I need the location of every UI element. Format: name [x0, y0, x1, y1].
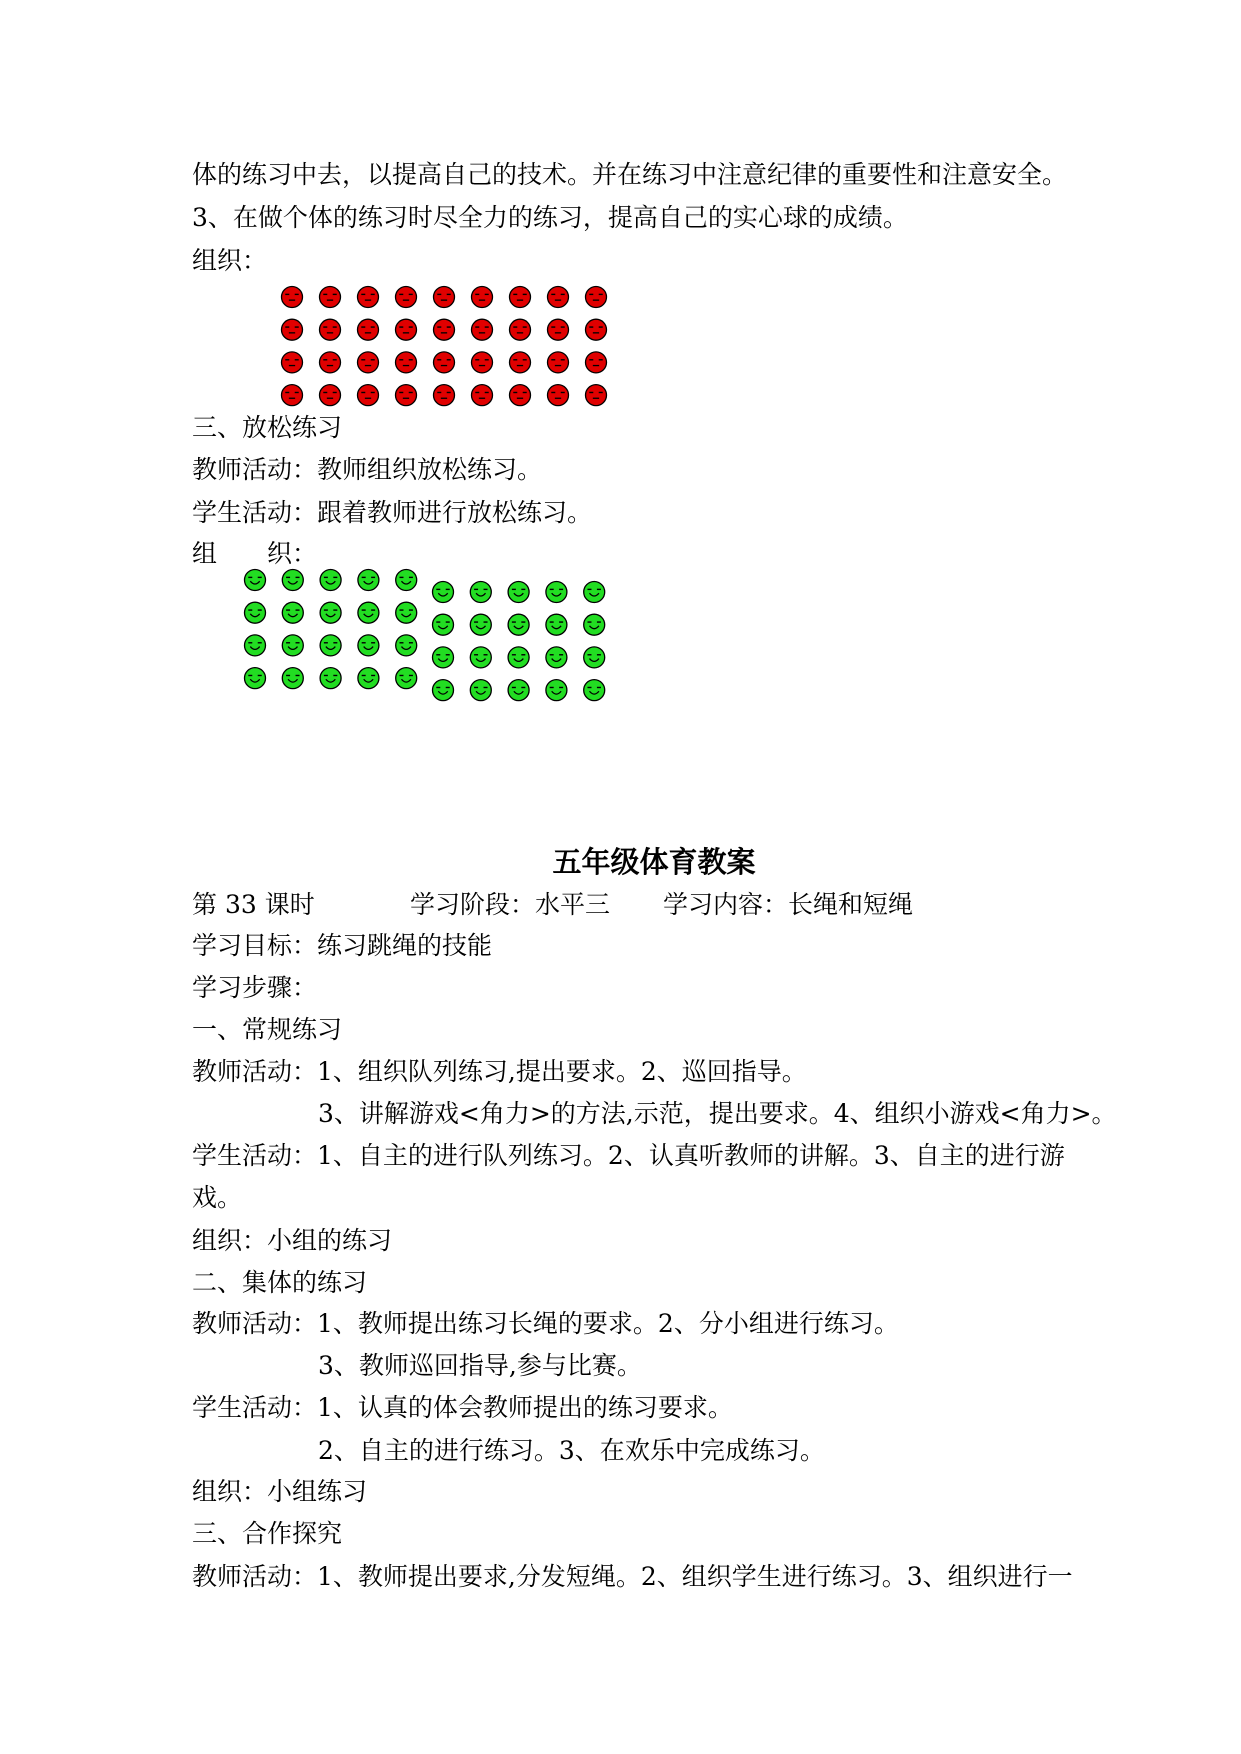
lesson-goal: 学习目标：练习跳绳的技能	[192, 931, 493, 960]
student-activity: 戏。	[192, 1183, 243, 1212]
student-marker	[508, 614, 529, 635]
teacher-activity: 3、讲解游戏<角力>的方法,示范，提出要求。4、组织小游戏<角力>。	[318, 1099, 1117, 1128]
student-marker	[282, 635, 303, 656]
green-formation-diagram	[0, 0, 1241, 720]
student-marker	[433, 647, 454, 668]
student-marker	[584, 582, 605, 603]
student-marker	[396, 668, 417, 689]
student-activity: 学生活动：1、自主的进行队列练习。2、认真听教师的讲解。3、自主的进行游	[192, 1141, 1065, 1170]
student-marker	[470, 647, 491, 668]
student-marker	[508, 647, 529, 668]
section-heading: 二、集体的练习	[192, 1268, 368, 1297]
teacher-activity: 教师活动：1、教师提出练习长绳的要求。2、分小组进行练习。	[192, 1309, 899, 1338]
student-marker	[320, 570, 341, 591]
student-marker	[358, 635, 379, 656]
lesson-stage: 学习阶段：水平三	[410, 890, 611, 919]
organization-label: 组织：	[192, 246, 268, 275]
steps-label: 学习步骤：	[192, 973, 318, 1002]
student-marker	[433, 614, 454, 635]
student-marker	[508, 680, 529, 701]
student-marker	[282, 570, 303, 591]
teacher-activity: 教师活动：1、组织队列练习,提出要求。2、巡回指导。	[192, 1057, 807, 1086]
student-marker	[470, 614, 491, 635]
student-marker	[546, 680, 567, 701]
body-text-line: 3、在做个体的练习时尽全力的练习，提高自己的实心球的成绩。	[192, 203, 908, 232]
student-marker	[320, 668, 341, 689]
student-marker	[358, 570, 379, 591]
student-marker	[396, 635, 417, 656]
student-marker	[546, 647, 567, 668]
student-marker	[508, 582, 529, 603]
page-title: 五年级体育教案	[552, 845, 756, 879]
student-marker	[245, 668, 266, 689]
student-marker	[245, 602, 266, 623]
section-heading: 三、合作探究	[192, 1519, 343, 1548]
lesson-number: 第 33 课时	[192, 890, 315, 919]
student-activity: 2、自主的进行练习。3、在欢乐中完成练习。	[318, 1436, 825, 1465]
student-marker	[546, 582, 567, 603]
student-marker	[320, 602, 341, 623]
student-marker	[470, 582, 491, 603]
student-marker	[282, 668, 303, 689]
student-marker	[433, 582, 454, 603]
teacher-activity: 教师活动：教师组织放松练习。	[192, 455, 543, 484]
section-heading: 三、放松练习	[192, 413, 343, 442]
student-marker	[584, 680, 605, 701]
teacher-activity: 教师活动：1、教师提出要求,分发短绳。2、组织学生进行练习。3、组织进行一	[192, 1562, 1073, 1591]
student-marker	[282, 602, 303, 623]
section-heading: 一、常规练习	[192, 1015, 343, 1044]
student-marker	[245, 570, 266, 591]
student-marker	[358, 668, 379, 689]
student-marker	[245, 635, 266, 656]
lesson-info-row	[192, 890, 992, 920]
lesson-content: 学习内容：长绳和短绳	[663, 890, 914, 919]
student-marker	[470, 680, 491, 701]
student-marker	[546, 614, 567, 635]
organization-label: 组 织：	[192, 539, 318, 568]
organization-label: 组织：小组练习	[192, 1477, 368, 1506]
student-marker	[396, 570, 417, 591]
teacher-activity: 3、教师巡回指导,参与比赛。	[318, 1351, 642, 1380]
student-activity: 学生活动：1、认真的体会教师提出的练习要求。	[192, 1393, 733, 1422]
organization-label: 组织：小组的练习	[192, 1226, 393, 1255]
student-marker	[433, 680, 454, 701]
student-marker	[584, 614, 605, 635]
student-marker	[584, 647, 605, 668]
student-marker	[396, 602, 417, 623]
student-activity: 学生活动：跟着教师进行放松练习。	[192, 498, 593, 527]
student-marker	[358, 602, 379, 623]
student-marker	[320, 635, 341, 656]
body-text-line: 体的练习中去，以提高自己的技术。并在练习中注意纪律的重要性和注意安全。	[192, 160, 1068, 189]
